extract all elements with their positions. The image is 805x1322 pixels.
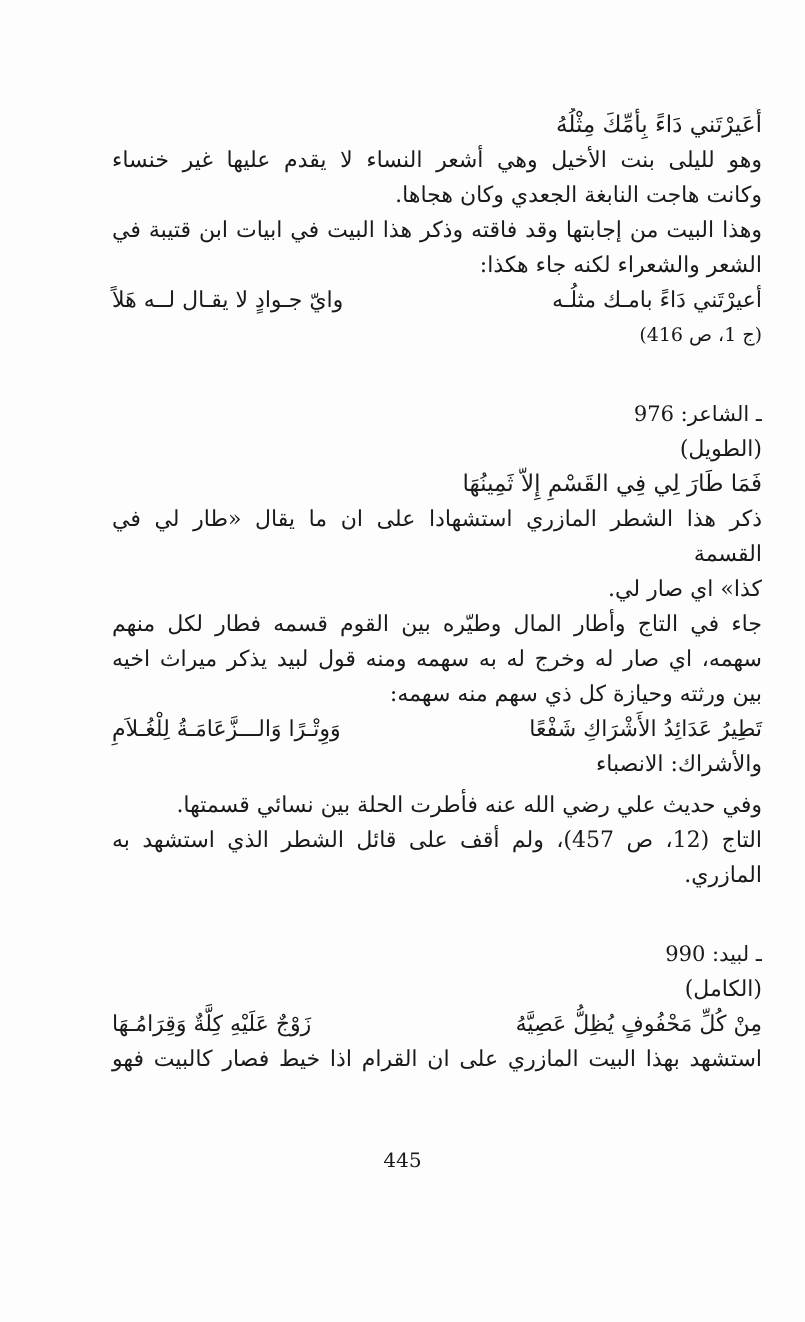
- paragraph: [112, 607, 762, 712]
- paragraph: [112, 788, 762, 823]
- section-heading: ـ الشاعر: 976: [633, 402, 762, 426]
- paragraph-line: ذكر هذا الشطر المازري استشهادا على ان ما يقال «طار لي في القسمة: [112, 507, 762, 567]
- paragraph-line: بين ورثته وحيازة كل ذي سهم منه سهمه:: [389, 682, 762, 707]
- verse-line: أَعَيرْتَني دَاءً بِأُمِّكَ مِثْلُهُ: [556, 112, 762, 138]
- paragraph: [112, 213, 762, 283]
- verse-second-hemistich: وايّ جـوادٍ لا يقـال لــه هَلاً: [112, 288, 344, 313]
- paragraph-line: وكانت هاجت النابغة الجعدي وكان هجاها.: [395, 183, 762, 208]
- verse-couplet: [112, 1007, 762, 1042]
- verse-first-hemistich: مِنْ كُلِّ مَحْفُوفٍ يُظِلُّ عَصِيَّهُ: [515, 1012, 762, 1037]
- paragraph-line: وفي حديث علي رضي الله عنه فأطرت الحلة بين نسائي قسمتها.: [176, 793, 762, 818]
- page-number: 445: [383, 1148, 422, 1172]
- verse-first-hemistich: تَطِيرُ عَدَائِدُ الأَشْرَاكِ شَفْعًا: [529, 717, 762, 742]
- meter-label: (الكامل): [684, 977, 762, 1002]
- verse-second-hemistich: وَوِتْـرًا وَالـــزَّعَامَـةُ لِلْغُـلاَمِ: [112, 717, 341, 742]
- verse-line: فَمَا طَارَ لِي فِي القَسْمِ إِلاَّ ثَمِينُهَا: [462, 471, 762, 497]
- gloss-line: والأشراك: الانصباء: [595, 752, 762, 777]
- paragraph-line: وهو لليلى بنت الأخيل وهي أشعر النساء لا يقدم عليها غير خنساء: [112, 148, 762, 173]
- paragraph-line: الشعر والشعراء لكنه جاء هكذا:: [479, 253, 762, 278]
- paragraph-line: التاج (12، ص 457)، ولم أقف على قائل الشطر الذي استشهد به: [112, 828, 762, 853]
- paragraph: [112, 143, 762, 213]
- verse-first-hemistich: أعيرْتَني دَاءً بامـك مثلُـه: [552, 288, 762, 313]
- paragraph: [112, 1042, 762, 1077]
- citation-reference: (ج 1، ص 416): [639, 324, 762, 346]
- paragraph: [112, 823, 762, 893]
- page-body: [112, 108, 762, 1077]
- paragraph-line: جاء في التاج وأطار المال وطيّره بين القوم قسمه فطار لكل منهم: [112, 612, 762, 637]
- paragraph-line: وهذا البيت من إجابتها وقد فاقته وذكر هذا البيت في ابيات ابن قتيبة في: [112, 218, 762, 243]
- section-heading: ـ لبيد: 990: [665, 942, 762, 966]
- verse-second-hemistich: زَوْجٌ عَلَيْهِ كِلَّةٌ وَقِرَامُـهَا: [112, 1012, 312, 1037]
- paragraph-line: سهمه، اي صار له وخرج له به سهمه ومنه قول لبيد يذكر ميراث اخيه: [112, 647, 762, 672]
- paragraph-line: كذا» اي صار لي.: [608, 577, 762, 602]
- paragraph-line: المازري.: [684, 863, 762, 888]
- paragraph-line: استشهد بهذا البيت المازري على ان القرام اذا خيط فصار كالبيت فهو: [112, 1047, 762, 1072]
- meter-label: (الطويل): [679, 437, 762, 462]
- paragraph: [112, 502, 762, 607]
- verse-couplet: [112, 712, 762, 747]
- verse-couplet: [112, 283, 762, 318]
